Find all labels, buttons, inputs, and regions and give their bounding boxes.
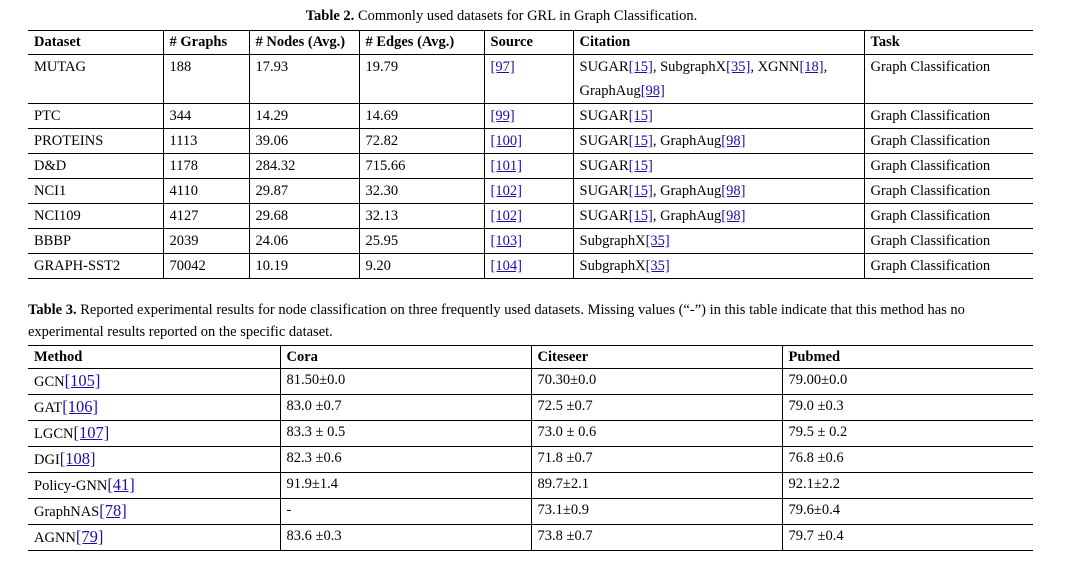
cell-edges: 32.30 [359,179,484,204]
source-link[interactable]: [100] [490,133,522,149]
citation-link[interactable]: [15] [628,208,653,224]
table2-caption-label: Table 2. [305,8,355,24]
table3-header-row [28,346,1033,369]
header-edges: # Edges (Avg.) [359,31,484,55]
cell-method [28,473,280,499]
citation-text: , [823,59,828,75]
cell-cora: 91.9±1.4 [280,473,531,499]
cell-task: Graph Classification [864,154,1033,179]
cell-nodes: 39.06 [249,129,359,154]
citation-link[interactable]: [35] [645,233,670,249]
cell-task: Graph Classification [864,254,1033,279]
cell-citeseer: 70.30±0.0 [531,369,782,395]
cell-pubmed: 79.6±0.4 [782,499,1033,525]
citation-text: , GraphAug [652,133,722,149]
cell-edges: 715.66 [359,154,484,179]
citation-text: SUGAR [579,158,629,174]
cell-task: Graph Classification [864,229,1033,254]
header-method: Method [28,346,280,369]
cell-citation [573,154,864,179]
header-task: Task [864,31,1033,55]
citation-link[interactable]: [15] [628,158,653,174]
citation-text: , GraphAug [652,208,722,224]
cell-nodes: 10.19 [249,254,359,279]
cell-source [484,204,573,229]
cell-edges: 19.79 [359,55,484,104]
citation-link[interactable]: [98] [721,133,746,149]
cell-citation [573,55,864,104]
cell-nodes: 29.68 [249,204,359,229]
cell-dataset: GRAPH-SST2 [28,254,163,279]
cell-pubmed: 79.00±0.0 [782,369,1033,395]
table-row [28,179,1033,204]
header-source: Source [484,31,573,55]
table2-header-row [28,31,1033,55]
cell-nodes: 284.32 [249,154,359,179]
method-ref-link[interactable]: [105] [64,371,101,390]
cell-nodes: 24.06 [249,229,359,254]
cell-pubmed: 79.0 ±0.3 [782,395,1033,421]
citation-text: GraphAug [579,83,641,99]
citation-link[interactable]: [15] [628,133,653,149]
table-row [28,473,1033,499]
header-citation: Citation [573,31,864,55]
cell-citation [573,254,864,279]
cell-dataset: D&D [28,154,163,179]
cell-citeseer: 71.8 ±0.7 [531,447,782,473]
table-row [28,104,1033,129]
cell-graphs: 4110 [163,179,249,204]
table-row [28,395,1033,421]
citation-link[interactable]: [98] [721,183,746,199]
method-ref-link[interactable]: [106] [62,397,98,416]
cell-source [484,129,573,154]
citation-text: SUGAR [579,59,629,75]
table3-caption [28,299,1033,343]
citation-link[interactable]: [98] [721,208,746,224]
cell-citation [573,129,864,154]
cell-citeseer: 89.7±2.1 [531,473,782,499]
header-graphs: # Graphs [163,31,249,55]
cell-graphs: 1113 [163,129,249,154]
cell-edges: 72.82 [359,129,484,154]
method-name: GraphNAS [34,504,100,520]
header-dataset: Dataset [28,31,163,55]
cell-citation [573,104,864,129]
source-link[interactable]: [102] [490,208,522,224]
cell-dataset: PROTEINS [28,129,163,154]
source-link[interactable]: [97] [490,59,515,75]
datasets-table [28,30,1033,279]
source-link[interactable]: [101] [490,158,522,174]
table-row [28,447,1033,473]
cell-graphs: 4127 [163,204,249,229]
header-citeseer: Citeseer [531,346,782,369]
table-row [28,154,1033,179]
cell-task: Graph Classification [864,204,1033,229]
cell-dataset: NCI1 [28,179,163,204]
cell-edges: 9.20 [359,254,484,279]
table-row [28,499,1033,525]
cell-dataset: PTC [28,104,163,129]
citation-text: SUGAR [579,108,629,124]
cell-method [28,395,280,421]
cell-graphs: 2039 [163,229,249,254]
method-name: GAT [34,400,63,416]
cell-task: Graph Classification [864,104,1033,129]
citation-text: SUGAR [579,208,629,224]
citation-link[interactable]: [35] [726,59,751,75]
method-name: Policy-GNN [34,478,108,494]
header-pubmed: Pubmed [782,346,1033,369]
cell-cora: 83.0 ±0.7 [280,395,531,421]
cell-source [484,229,573,254]
citation-text: SUGAR [579,133,629,149]
cell-citeseer: 73.1±0.9 [531,499,782,525]
table-row [28,525,1033,551]
cell-source [484,154,573,179]
cell-cora: 83.6 ±0.3 [280,525,531,551]
citation-link[interactable]: [15] [628,59,653,75]
cell-method [28,369,280,395]
cell-citeseer: 73.0 ± 0.6 [531,421,782,447]
cell-source [484,104,573,129]
method-ref-link[interactable]: [78] [99,501,127,520]
cell-cora: - [280,499,531,525]
cell-cora: 81.50±0.0 [280,369,531,395]
method-name: AGNN [34,530,76,546]
cell-citeseer: 73.8 ±0.7 [531,525,782,551]
cell-citation [573,229,864,254]
citation-text: , GraphAug [652,183,722,199]
method-ref-link[interactable]: [108] [59,449,96,468]
cell-source [484,55,573,104]
source-link[interactable]: [99] [490,108,515,124]
method-ref-link[interactable]: [79] [75,527,104,546]
cell-method [28,525,280,551]
cell-task: Graph Classification [864,179,1033,204]
source-link[interactable]: [104] [490,258,522,274]
cell-source [484,179,573,204]
cell-task: Graph Classification [864,55,1033,104]
table3-caption-text: Reported experimental results for node classification on three frequently used datasets. Missing values (“-”) in this table indicate that this method has no experimental results reported on the specific dataset. [28,302,965,340]
table-row [28,369,1033,395]
citation-text: SUGAR [579,183,629,199]
table2-caption [0,5,1003,27]
table-row [28,204,1033,229]
cell-citeseer: 72.5 ±0.7 [531,395,782,421]
cell-cora: 82.3 ±0.6 [280,447,531,473]
cell-task: Graph Classification [864,129,1033,154]
cell-pubmed: 79.5 ± 0.2 [782,421,1033,447]
table-row [28,129,1033,154]
cell-method [28,421,280,447]
citation-link[interactable]: [98] [640,83,665,99]
method-name: GCN [34,374,65,390]
cell-dataset: NCI109 [28,204,163,229]
table-row [28,229,1033,254]
cell-citation [573,179,864,204]
cell-pubmed: 79.7 ±0.4 [782,525,1033,551]
cell-method [28,499,280,525]
node-classification-results-table [28,345,1033,551]
source-link[interactable]: [103] [490,233,522,249]
cell-edges: 14.69 [359,104,484,129]
cell-graphs: 1178 [163,154,249,179]
table2-caption-text: Commonly used datasets for GRL in Graph Classification. [354,8,698,24]
citation-text: SubgraphX [579,258,646,274]
cell-edges: 32.13 [359,204,484,229]
citation-link[interactable]: [18] [799,59,824,75]
cell-edges: 25.95 [359,229,484,254]
citation-link[interactable]: [15] [628,108,653,124]
cell-cora: 83.3 ± 0.5 [280,421,531,447]
table-row [28,254,1033,279]
cell-nodes: 29.87 [249,179,359,204]
cell-nodes: 17.93 [249,55,359,104]
citation-link[interactable]: [35] [645,258,670,274]
cell-pubmed: 92.1±2.2 [782,473,1033,499]
method-ref-link[interactable]: [107] [73,423,110,442]
cell-graphs: 344 [163,104,249,129]
table3-caption-label: Table 3. [28,302,77,318]
source-link[interactable]: [102] [490,183,522,199]
cell-nodes: 14.29 [249,104,359,129]
method-ref-link[interactable]: [41] [107,475,135,494]
table-row [28,55,1033,104]
cell-pubmed: 76.8 ±0.6 [782,447,1033,473]
cell-dataset: BBBP [28,229,163,254]
header-cora: Cora [280,346,531,369]
cell-method [28,447,280,473]
method-name: DGI [34,452,60,468]
cell-citation [573,204,864,229]
table-row [28,421,1033,447]
cell-graphs: 188 [163,55,249,104]
citation-text: , SubgraphX [652,59,727,75]
citation-text: SubgraphX [579,233,646,249]
cell-graphs: 70042 [163,254,249,279]
citation-link[interactable]: [15] [628,183,653,199]
citation-text: , XGNN [750,59,800,75]
cell-dataset: MUTAG [28,55,163,104]
method-name: LGCN [34,426,74,442]
cell-source [484,254,573,279]
header-nodes: # Nodes (Avg.) [249,31,359,55]
